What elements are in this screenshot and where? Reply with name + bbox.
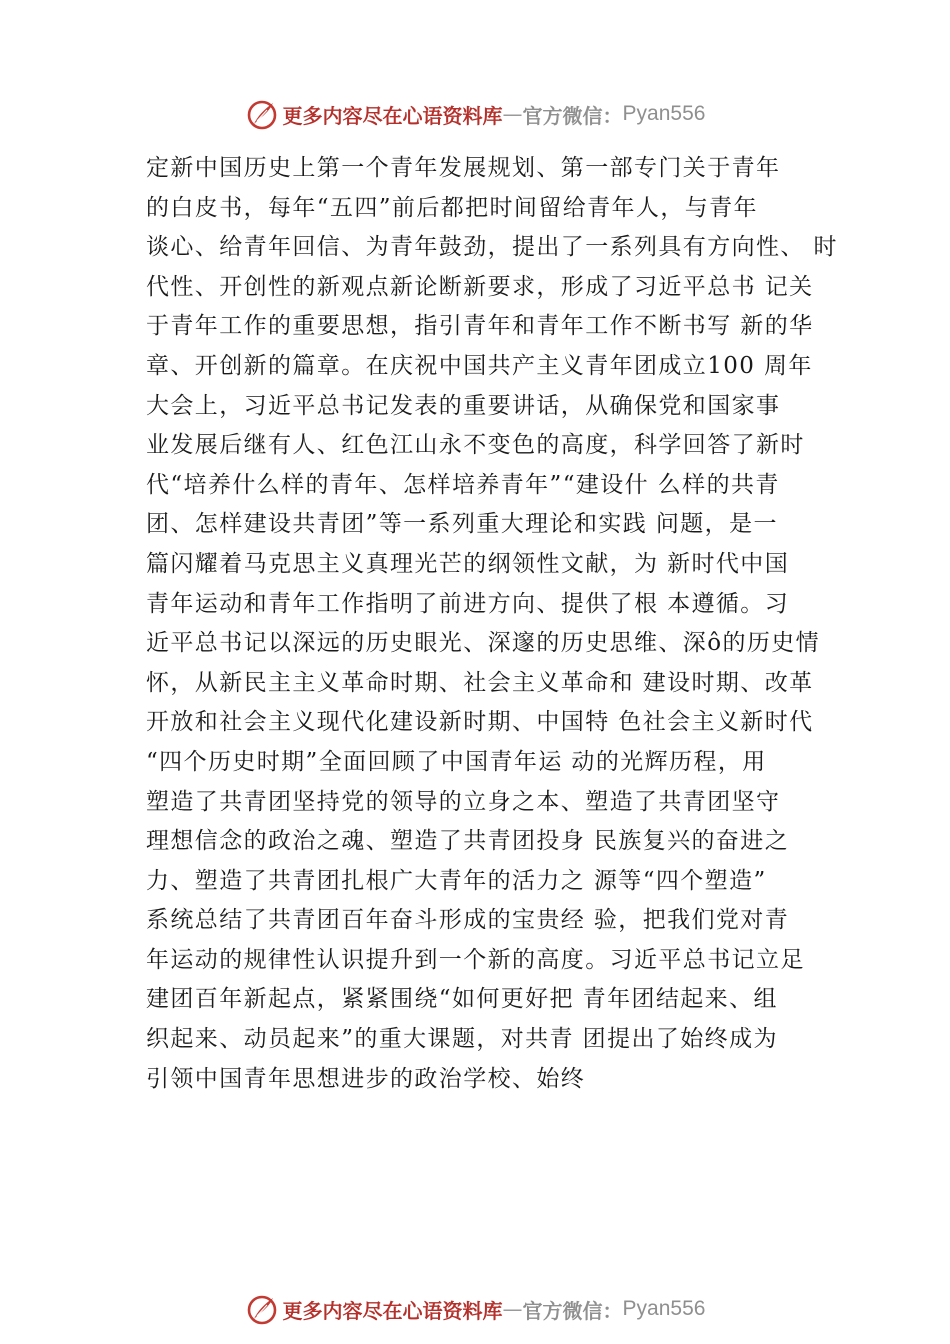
text-line: 章、开创新的篇章。在庆祝中国共产主义青年团成立100 周年 [146,352,813,379]
text-line: 力、塑造了共青团扎根广大青年的活力之 源等“四个塑造” [146,867,767,894]
footer-wechat-id: Pyan556 [622,1297,706,1320]
quill-logo-icon [245,97,279,131]
text-line: 织起来、动员起来”的重大课题，对共青 团提出了始终成为 [146,1026,778,1053]
text-line: 业发展后继有人、红色江山永不变色的高度，科学回答了新时 [146,432,805,459]
text-line: 的白皮书，每年“五四”前后都把时间留给青年人，与青年 [146,194,758,221]
footer-banner [0,1287,950,1331]
quill-logo-icon [245,1292,279,1326]
text-line: 年运动的规律性认识提升到一个新的高度。习近平总书记立足 [146,946,805,973]
text-line: 理想信念的政治之魂、塑造了共青团投身 民族复兴的奋进之 [146,828,790,855]
text-line: 大会上，习近平总书记发表的重要讲话，从确保党和国家事 [146,392,781,419]
document-body [146,149,846,1099]
text-line: 怀，从新民主主义革命时期、社会主义革命和 建设时期、改革 [146,669,814,696]
text-line: 定新中国历史上第一个青年发展规划、第一部专门关于青年 [146,155,781,181]
text-line: 塑造了共青团坚持党的领导的立身之本、塑造了共青团坚守 [146,788,781,815]
header-wechat-id: Pyan556 [622,102,706,125]
text-line: 建团百年新起点，紧紧围绕“如何更好把 青年团结起来、组 [146,986,778,1013]
header-separator: — [502,102,523,126]
header-wechat-label: 官方微信： [522,103,623,128]
text-line: 谈心、给青年回信、为青年鼓劲，提出了一系列具有方向性、 时 [146,234,838,261]
text-line: 于青年工作的重要思想，指引青年和青年工作不断书写 新的华 [146,313,814,340]
footer-site-name: 更多内容尽在心语资料库 [282,1298,503,1323]
text-line: “四个历史时期”全面回顾了中国青年运 动的光辉历程，用 [146,748,767,775]
text-line: 团、怎样建设共青团”等一系列重大理论和实践 问题，是一 [146,511,778,538]
text-line: 代性、开创性的新观点新论断新要求，形成了习近平总书 记关 [146,273,814,300]
text-line: 青年运动和青年工作指明了前进方向、提供了根 本遵循。习 [146,590,790,617]
text-line: 引领中国青年思想进步的政治学校、始终 [146,1065,586,1092]
header-banner [0,92,950,136]
text-line: 近平总书记以深远的历史眼光、深邃的历史思维、深ô的历史情 [146,630,821,657]
header-site-name: 更多内容尽在心语资料库 [282,103,503,128]
text-line: 代“培养什么样的青年、怎样培养青年”“建设什 么样的共青 [146,471,780,498]
footer-wechat-label: 官方微信： [522,1298,623,1323]
text-line: 篇闪耀着马克思主义真理光芒的纲领性文献，为 新时代中国 [146,550,790,577]
footer-separator: — [502,1297,523,1321]
text-line: 系统总结了共青团百年奋斗形成的宝贵经 验，把我们党对青 [146,907,790,934]
text-line: 开放和社会主义现代化建设新时期、中国特 色社会主义新时代 [146,709,814,736]
